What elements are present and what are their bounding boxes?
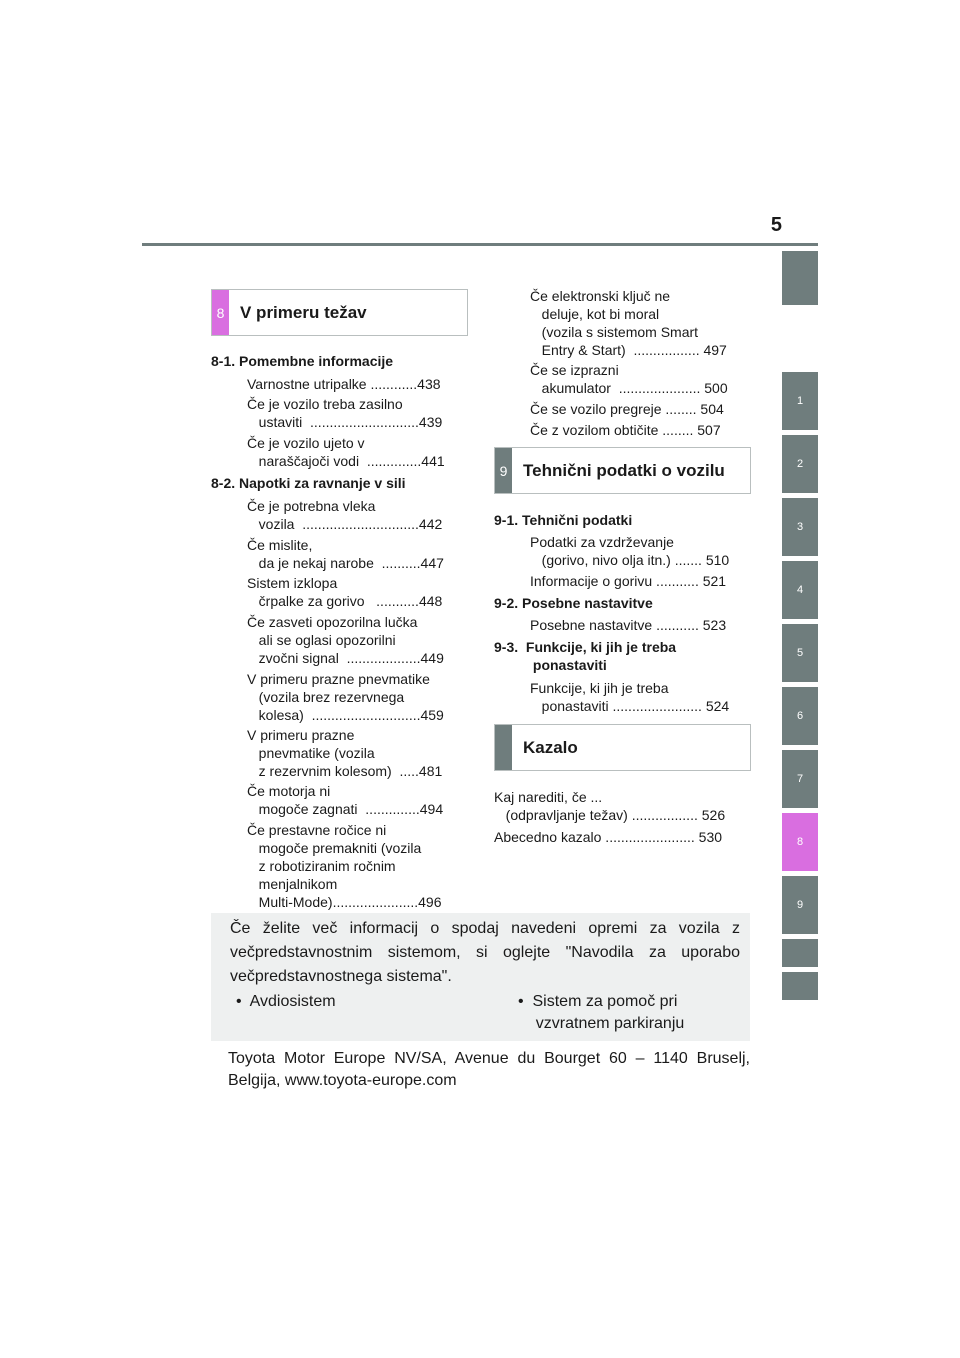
tab-blank-mid[interactable]	[782, 939, 818, 967]
note-bullet: • Avdiosistem	[236, 993, 336, 1010]
tab-5[interactable]: 5	[782, 624, 818, 682]
toc-entry[interactable]: Če je vozilo ujeto v naraščajoči vodi ..............441	[247, 435, 445, 469]
tab-2[interactable]: 2	[782, 435, 818, 493]
toc-entry[interactable]: Če prestavne ročice ni mogoče premakniti (vozila z robotiziranim ročnim menjalnikom Multi-Mode)......................496	[247, 822, 442, 910]
tab-blank-top[interactable]	[782, 251, 818, 305]
toc-entry[interactable]: Če se vozilo pregreje ........ 504	[530, 401, 724, 417]
toc-entry[interactable]: Varnostne utripalke ............438	[247, 376, 441, 392]
page-number: 5	[770, 214, 782, 236]
toc-entry[interactable]: V primeru prazne pnevmatike (vozila z rezervnim kolesom) .....481	[247, 727, 443, 779]
toc-entry[interactable]: Kaj narediti, če ... (odpravljanje težav) ................. 526	[494, 789, 726, 823]
toc-entry[interactable]: Če se izprazni akumulator ..................... 500	[530, 362, 728, 396]
tab-1[interactable]: 1	[782, 372, 818, 430]
index-strip	[495, 725, 512, 770]
toc-entry[interactable]: Posebne nastavitve ........... 523	[530, 617, 727, 633]
tab-4[interactable]: 4	[782, 561, 818, 619]
tab-6[interactable]: 6	[782, 687, 818, 745]
note-text: Če želite več informacij o spodaj navedeni opremi za vozila z večpredstavnostnim sistemom, si oglejte "Navodila za uporabo večpredstavnostnega sistema".	[230, 920, 740, 985]
section-8-title: V primeru težav	[240, 302, 367, 322]
toc-chapter-9-1[interactable]: 9-1. Tehnični podatki	[494, 512, 633, 528]
toc-chapter-8-2[interactable]: 8-2. Napotki za ravnanje v sili	[211, 475, 406, 491]
tab-7[interactable]: 7	[782, 750, 818, 808]
toc-entry[interactable]: Če zasveti opozorilna lučka ali se oglasi opozorilni zvočni signal ...................449	[247, 614, 444, 666]
toc-entry[interactable]: Abecedno kazalo ....................... 530	[494, 829, 723, 845]
toc-entry[interactable]: Informacije o gorivu ........... 521	[530, 573, 727, 589]
toc-chapter-9-3[interactable]: 9-3. Funkcije, ki jih je treba ponastaviti	[494, 639, 677, 673]
tab-9[interactable]: 9	[782, 876, 818, 934]
toc-entry[interactable]: Če elektronski ključ ne deluje, kot bi moral (vozila s sistemom Smart Entry & Start) ................. 497	[530, 288, 727, 358]
toc-chapter-9-2[interactable]: 9-2. Posebne nastavitve	[494, 595, 653, 611]
section-9-number: 9	[495, 448, 512, 493]
toc-entry[interactable]: Če mislite, da je nekaj narobe ..........447	[247, 537, 444, 571]
section-9-header[interactable]	[494, 447, 751, 494]
section-9-title: Tehnični podatki o vozilu	[523, 460, 725, 480]
toc-entry[interactable]: Če motorja ni mogoče zagnati ..............494	[247, 783, 444, 817]
tab-3[interactable]: 3	[782, 498, 818, 556]
toc-chapter-8-1[interactable]: 8-1. Pomembne informacije	[211, 353, 394, 369]
section-8-number: 8	[212, 290, 229, 335]
index-header[interactable]	[494, 724, 751, 771]
toc-entry[interactable]: Funkcije, ki jih je treba ponastaviti ....................... 524	[530, 680, 730, 714]
note-bullet: • Sistem za pomoč pri vzvratnem parkiranju	[518, 993, 685, 1032]
toc-entry[interactable]: Sistem izklopa črpalke za gorivo ...........448	[247, 575, 443, 609]
header-rule	[142, 243, 818, 246]
toc-entry[interactable]: Če je vozilo treba zasilno ustaviti ............................439	[247, 396, 443, 430]
toc-entry[interactable]: Če je potrebna vleka vozila ..............................442	[247, 498, 443, 532]
toc-entry[interactable]: V primeru prazne pnevmatike (vozila brez rezervnega kolesa) ............................459	[247, 671, 444, 723]
index-title: Kazalo	[523, 737, 578, 757]
toc-entry[interactable]: Podatki za vzdrževanje (gorivo, nivo olja itn.) ....... 510	[530, 534, 730, 568]
tab-blank-bottom[interactable]	[782, 972, 818, 1000]
toc-entry[interactable]: Če z vozilom obtičite ........ 507	[530, 422, 721, 438]
tab-8[interactable]: 8	[782, 813, 818, 871]
footer-address: Toyota Motor Europe NV/SA, Avenue du Bourget 60 – 1140 Bruselj, Belgija, www.toyota-europe.com	[228, 1050, 750, 1089]
section-8-header[interactable]	[211, 289, 468, 336]
